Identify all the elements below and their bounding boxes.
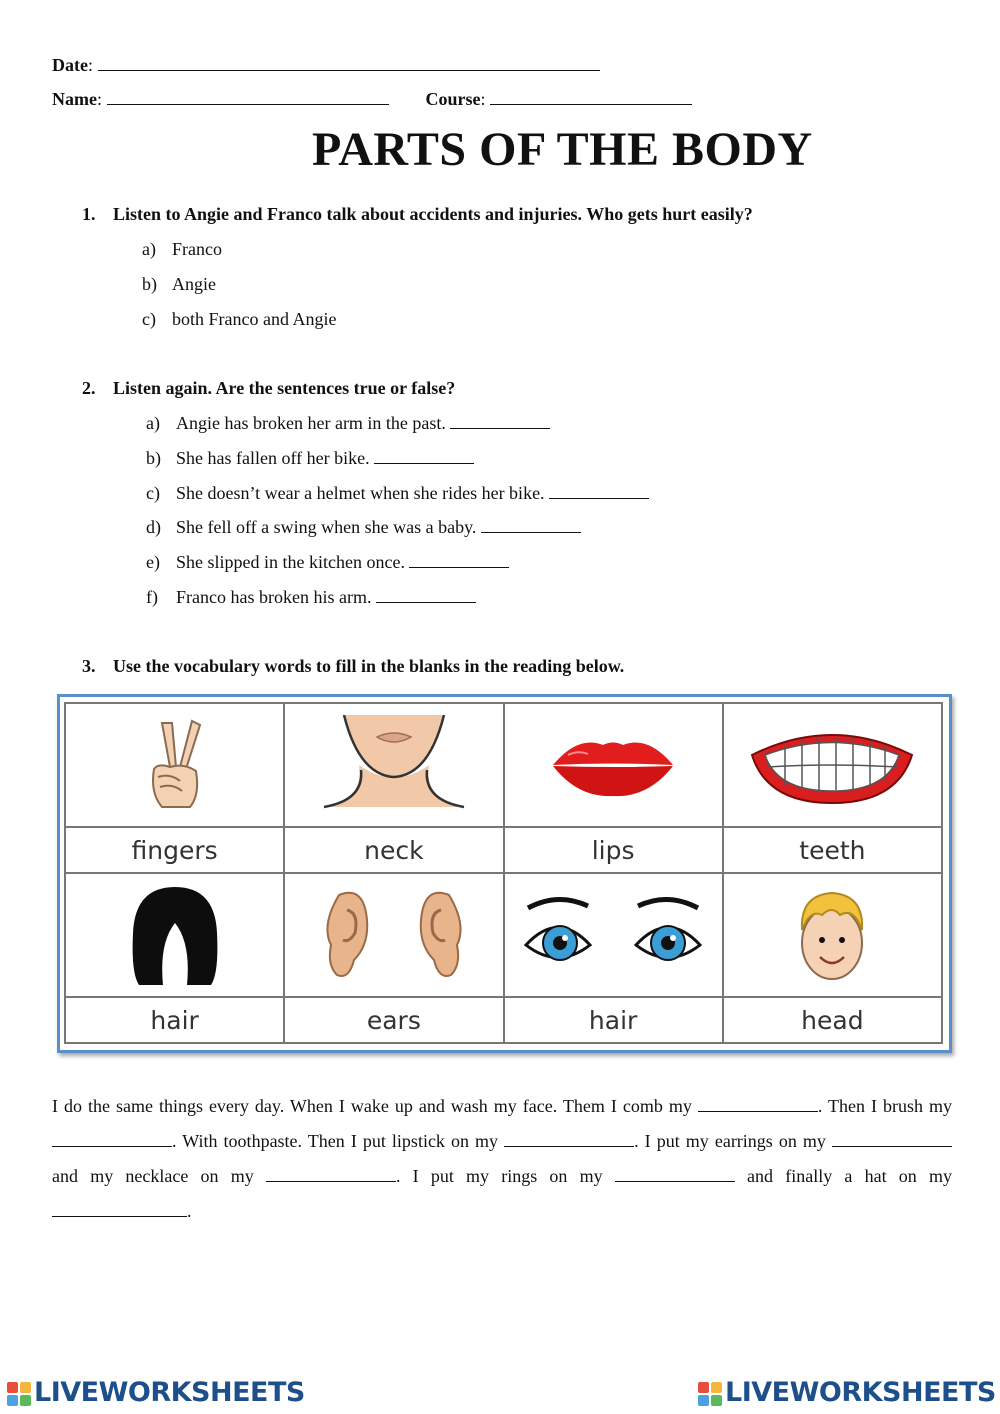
brand-text: LIVEWORKSHEETS <box>34 1377 305 1408</box>
question-1 <box>82 204 753 225</box>
name-blank[interactable] <box>107 90 389 105</box>
reading-blank-2[interactable] <box>52 1132 172 1147</box>
reading-blank-4[interactable] <box>832 1132 952 1147</box>
neck-icon <box>285 715 502 815</box>
vocab-label: lips <box>591 835 635 865</box>
vocab-label: neck <box>364 835 424 865</box>
answer-blank[interactable] <box>376 588 476 603</box>
reading-blank-6[interactable] <box>615 1167 735 1182</box>
vocab-label: hair <box>588 1005 638 1035</box>
ears-icon <box>285 885 502 985</box>
reading-blank-7[interactable] <box>52 1202 187 1217</box>
vocab-label: ears <box>366 1005 421 1035</box>
footer-logo-left <box>6 1377 305 1408</box>
question-number: 1. <box>82 204 96 224</box>
vocabulary-grid <box>57 694 952 1053</box>
answer-blank[interactable] <box>450 414 550 429</box>
q2-item-e: e) She slipped in the kitchen once. <box>146 552 509 573</box>
answer-blank[interactable] <box>409 553 509 568</box>
vocab-label: hair <box>150 1005 199 1035</box>
vocab-cell <box>723 703 942 827</box>
liveworksheets-logo-icon <box>6 1381 32 1407</box>
question-number: 3. <box>82 656 96 676</box>
liveworksheets-logo-icon <box>697 1381 723 1407</box>
lips-icon <box>505 730 722 800</box>
answer-blank[interactable] <box>374 449 474 464</box>
vocab-cell <box>284 873 503 997</box>
name-course-line: Name: Course: <box>52 89 692 110</box>
vocab-cell <box>504 873 723 997</box>
name-label: Name <box>52 89 97 109</box>
brand-text: LIVEWORKSHEETS <box>725 1377 996 1408</box>
course-label: Course <box>425 89 481 109</box>
reading-blank-3[interactable] <box>504 1132 634 1147</box>
answer-blank[interactable] <box>481 518 581 533</box>
q1-option-c[interactable]: c) both Franco and Angie <box>142 309 337 329</box>
teeth-icon <box>724 725 941 805</box>
date-label: Date <box>52 55 88 75</box>
footer-logo-right <box>697 1377 996 1408</box>
q1-option-b[interactable]: b) Angie <box>142 274 216 294</box>
question-number: 2. <box>82 378 96 398</box>
reading-blank-5[interactable] <box>266 1167 396 1182</box>
peace-fingers-icon <box>66 715 283 815</box>
vocab-label: head <box>801 1005 864 1035</box>
question-2 <box>82 378 455 399</box>
vocab-label: fingers <box>131 835 218 865</box>
question-text: Listen to Angie and Franco talk about accidents and injuries. Who gets hurt easily? <box>113 204 753 224</box>
course-blank[interactable] <box>490 90 692 105</box>
q2-item-a: a) Angie has broken her arm in the past. <box>146 413 550 434</box>
vocab-label: teeth <box>799 835 866 865</box>
hair-icon <box>66 883 283 988</box>
q2-item-b: b) She has fallen off her bike. <box>146 448 474 469</box>
question-text: Use the vocabulary words to fill in the blanks in the reading below. <box>113 656 625 676</box>
date-blank[interactable] <box>98 56 600 71</box>
eyes-icon <box>505 890 722 980</box>
vocab-cell <box>284 703 503 827</box>
answer-blank[interactable] <box>549 484 649 499</box>
q2-item-f: f) Franco has broken his arm. <box>146 587 476 608</box>
vocab-cell <box>65 873 284 997</box>
vocab-cell <box>504 703 723 827</box>
question-text: Listen again. Are the sentences true or false? <box>113 378 456 398</box>
reading-blank-1[interactable] <box>698 1097 818 1112</box>
page-title: PARTS OF THE BODY <box>312 123 813 176</box>
vocab-cell <box>723 873 942 997</box>
date-line: Date: <box>52 55 600 76</box>
question-3 <box>82 656 624 677</box>
reading-paragraph: I do the same things every day. When I wake up and wash my face. Them I comb my . Then I brush my . With toothpaste. Then I put lipstick on my . I put my earrings on my and my necklace on my . I put my rings on my and finally a hat on my . <box>52 1096 953 1221</box>
q2-item-c: c) She doesn’t wear a helmet when she rides her bike. <box>146 483 649 504</box>
vocab-cell <box>65 703 284 827</box>
q2-item-d: d) She fell off a swing when she was a baby. <box>146 517 581 538</box>
head-icon <box>724 885 941 985</box>
q1-option-a[interactable]: a) Franco <box>142 239 222 259</box>
